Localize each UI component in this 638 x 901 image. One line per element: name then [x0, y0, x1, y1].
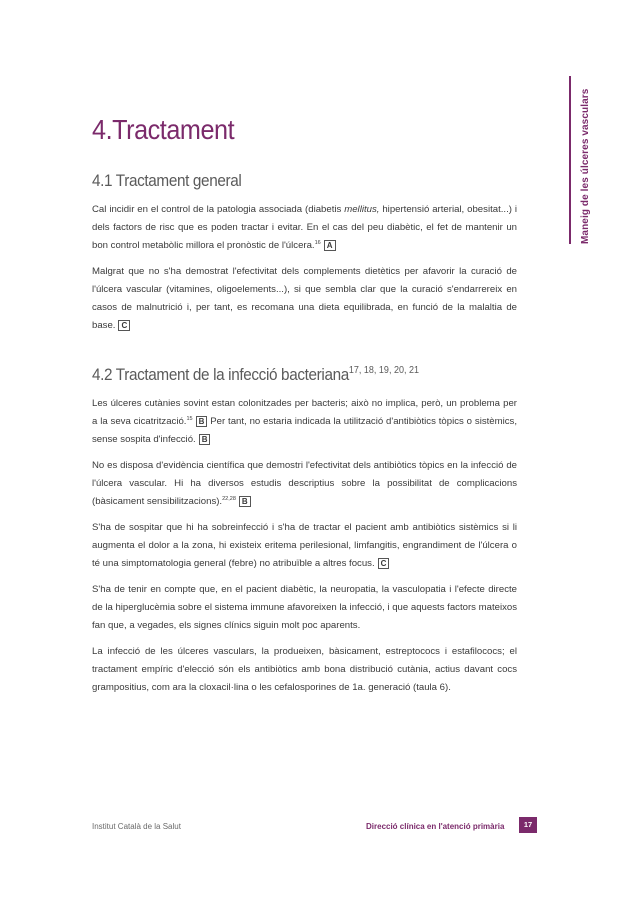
- footer-department: Direcció clínica en l'atenció primària: [366, 822, 505, 831]
- text: No es disposa d'evidència científica que demostri l'efectivitat dels antibiòtics tòpics en la infecció de l'úlcera vascular. Hi ha diversos estudis descriptius sobre la possibilitat de complicacions (bàsicament sensibilitzacions).: [92, 460, 517, 507]
- evidence-level-badge: A: [324, 240, 336, 251]
- evidence-level-badge: B: [239, 496, 251, 507]
- text: Per tant, no estaria indicada la utilització d'antibiòtics tòpics o sistèmics, sense sospita d'infecció.: [92, 416, 518, 445]
- paragraph: [92, 457, 517, 511]
- running-header-vertical: Maneig de les úlceres vasculars: [580, 88, 591, 244]
- evidence-level-badge: C: [118, 320, 130, 331]
- footer-organization: Institut Català de la Salut: [92, 822, 181, 831]
- evidence-level-badge: B: [199, 434, 211, 445]
- reference-number: 15: [186, 416, 193, 422]
- sidebar-accent-line: [569, 76, 571, 244]
- paragraph: [92, 263, 517, 335]
- text: Cal incidir en el control de la patologia associada (diabetis: [92, 204, 345, 215]
- text: Malgrat que no s'ha demostrat l'efectivitat dels complements dietètics per afavorir la curació de l'úlcera vascular (vitamines, oligoelements...), si que sembla clar que la curació s'endarrereix en casos de malnutrició i, per tant, es recomana una dieta equilibrada, en funció de la malaltia de base.: [92, 266, 517, 331]
- paragraph: S'ha de tenir en compte que, en el pacient diabètic, la neuropatia, la vasculopatia i l'efecte directe de la hiperglucèmia sobre el sistema immune afavoreixen la infecció, i que aquests factors mateixos fan que, a vegades, els signes clínics siguin molt poc aparents.: [92, 584, 518, 631]
- page-content: [92, 112, 517, 697]
- evidence-level-badge: C: [378, 558, 390, 569]
- paragraph: [92, 395, 517, 449]
- paragraph: La infecció de les úlceres vasculars, la produeixen, bàsicament, estreptococs i estafilococs; el tractament empíric d'elecció són els antibiòtics amb bona distribució cutània, actius davant cocs grampositius, com ara la cloxacil·lina o les cefalosporines de 1a. generació (taula 6).: [92, 646, 517, 693]
- section-bacterial-infection: [92, 359, 517, 697]
- section-title-infection: [92, 359, 475, 387]
- text: hipertensió arterial, obesitat...) i dels factors de risc que es poden tractar i evitar. En el cas del peu diabètic, el fet de mantenir un bon control metabòlic millora el pronòstic de l'úlcera.: [92, 204, 517, 251]
- page-number: 17: [519, 817, 537, 833]
- chapter-title: 4.Tractament: [92, 114, 235, 145]
- reference-number: 22,28: [222, 496, 236, 502]
- reference-number: 16: [314, 240, 321, 246]
- section-title-text: 4.2 Tractament de la infecció bacteriana: [92, 365, 349, 384]
- text: S'ha de sospitar que hi ha sobreinfecció i s'ha de tractar el pacient amb antibiòtics sistèmics si li augmenta el dolor a la zona, hi existeix eritema perilesional, limfangitis, engrandiment de l'úlcera o té una simptomatologia general (febre) no atribuïble a altres focus.: [92, 522, 517, 569]
- paragraph: [92, 519, 517, 573]
- section-title-general: 4.1 Tractament general: [92, 171, 242, 190]
- section-references: 17, 18, 19, 20, 21: [348, 365, 419, 376]
- italic-term: mellitus,: [344, 204, 380, 215]
- section-general-treatment: [92, 171, 517, 335]
- paragraph: [92, 201, 517, 255]
- text: Les úlceres cutànies sovint estan colonitzades per bacteris; això no implica, però, un problema per a la seva cicatrització.: [92, 398, 517, 427]
- evidence-level-badge: B: [196, 416, 208, 427]
